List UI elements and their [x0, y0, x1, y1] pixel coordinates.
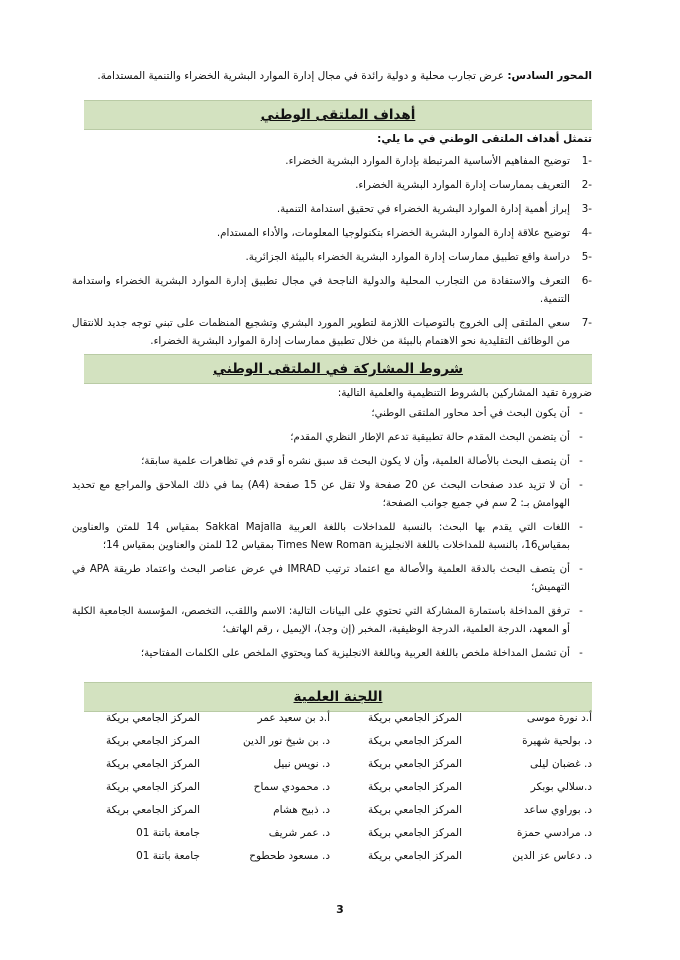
member-institution: المركز الجامعي بريكة: [105, 758, 200, 770]
committee-heading: [84, 682, 592, 712]
member-institution: المركز الجامعي بريكة: [367, 804, 462, 816]
member-name: د.سلالي بوبكر: [530, 781, 592, 793]
member-institution: جامعة باتنة 01: [136, 850, 200, 862]
member-institution: المركز الجامعي بريكة: [105, 804, 200, 816]
goals-intro: تتمثل أهداف الملتقى الوطني في ما يلي:: [377, 133, 592, 145]
member-name: د. مسعود طحطوح: [249, 850, 330, 862]
axis-six-text: عرض تجارب محلية و دولية رائدة في مجال إدارة الموارد البشرية الخضراء والتنمية المستدامة.: [97, 70, 508, 82]
committee-row: [84, 758, 592, 781]
member-institution: المركز الجامعي بريكة: [367, 781, 462, 793]
member-name: د. نويس نبيل: [273, 758, 330, 770]
member-institution: المركز الجامعي بريكة: [367, 735, 462, 747]
member-name: د. دعاس عز الدين: [512, 850, 592, 862]
member-institution: جامعة باتنة 01: [136, 827, 200, 839]
member-institution: المركز الجامعي بريكة: [105, 781, 200, 793]
conditions-list: [72, 405, 592, 669]
committee-row: [84, 827, 592, 850]
committee-heading-text: اللجنة العلمية: [293, 689, 383, 705]
axis-six-paragraph: [72, 68, 592, 84]
goal-item: -4 توضيح علاقة إدارة الموارد البشرية الخضراء بتكنولوجيا المعلومات، والأداء المستدام.: [216, 227, 592, 239]
member-institution: المركز الجامعي بريكة: [367, 712, 462, 724]
member-name: د. مرادسي حمزة: [516, 827, 592, 839]
member-name: د. بوراوي ساعد: [523, 804, 592, 816]
goal-item: -1 توضيح المفاهيم الأساسية المرتبطة بإدارة الموارد البشرية الخضراء.: [285, 155, 592, 167]
goal-item: -7 سعي الملتقى إلى الخروج بالتوصيات اللازمة لتطوير المورد البشري وتشجيع المنظمات على تبني توجه جديد للانتقال من الوظائف التقليدية نحو الاهتمام بالبيئة من خلال تطبيق ممارسات إدارة الموارد البشرية الخضراء.: [72, 317, 592, 347]
member-name: د. عمر شريف: [268, 827, 330, 839]
condition-item: - ترفق المداخلة باستمارة المشاركة التي تحتوي على البيانات التالية: الاسم واللقب، التخصص، المؤسسة الجامعية الكلية أو المعهد، الدرجة العلمية، الدرجة الوظيفية، المخبر (إن وجد)، الإيميل ، رقم الهاتف؛: [72, 606, 583, 635]
goal-item: -6 التعرف والاستفادة من التجارب المحلية والدولية الناجحة في مجال تطبيق إدارة الموارد البشرية الخضراء واستدامة التنمية.: [72, 275, 592, 305]
goals-heading: [84, 100, 592, 130]
committee-row: [84, 781, 592, 804]
member-name: د. محمودي سماح: [253, 781, 330, 793]
goals-list: [72, 152, 592, 356]
condition-item: - أن يتضمن البحث المقدم حالة تطبيقية تدعم الإطار النظري المقدم؛: [290, 432, 583, 443]
page-number: 3: [336, 903, 344, 916]
committee-row: [84, 850, 592, 873]
conditions-heading-text: شروط المشاركة في الملتقى الوطني: [213, 361, 463, 377]
axis-six-label: المحور السادس:: [507, 70, 592, 82]
member-name: د. بن شيخ نور الدين: [243, 735, 330, 747]
member-institution: المركز الجامعي بريكة: [105, 735, 200, 747]
member-name: د. بولحية شهيرة: [522, 735, 592, 747]
goal-item: -3 إبراز أهمية إدارة الموارد البشرية الخضراء في تحقيق استدامة التنمية.: [276, 203, 592, 215]
condition-item: - أن لا تزيد عدد صفحات البحث عن 20 صفحة ولا تقل عن 15 صفحة (A4) بما في ذلك الملاحق والمراجع مع تحديد الهوامش بـ: 2 سم في جميع جوانب الصفحة؛: [72, 480, 583, 509]
member-name: أ.د نورة موسى: [526, 712, 592, 724]
condition-item: - أن يتصف البحث بالأصالة العلمية، وأن لا يكون البحث قد سبق نشره أو قدم في تظاهرات علمية سابقة؛: [141, 456, 583, 467]
member-name: د. ذبيح هشام: [273, 804, 330, 816]
goal-item: -2 التعريف بممارسات إدارة الموارد البشرية الخضراء.: [355, 179, 592, 191]
goal-item: -5 دراسة واقع تطبيق ممارسات إدارة الموارد البشرية الخضراء بالبيئة الجزائرية.: [245, 251, 592, 263]
committee-row: [84, 804, 592, 827]
member-institution: المركز الجامعي بريكة: [367, 827, 462, 839]
committee-table: [84, 712, 592, 873]
member-institution: المركز الجامعي بريكة: [105, 712, 200, 724]
member-name: د. غضبان ليلى: [530, 758, 592, 770]
conditions-heading: [84, 354, 592, 384]
committee-row: [84, 712, 592, 735]
condition-item: - أن تشمل المداخلة ملخص باللغة العربية وباللغة الانجليزية كما ويحتوي الملخص على الكلمات المفتاحية؛: [140, 648, 583, 659]
committee-row: [84, 735, 592, 758]
condition-item: - أن يتصف البحث بالدقة العلمية والأصالة مع اعتماد ترتيب IMRAD في عرض عناصر البحث واعتماد طريقة APA في التهميش؛: [72, 564, 583, 593]
condition-item: - اللغات التي يقدم بها البحث: بالنسبة للمداخلات باللغة العربية Sakkal Majalla بمقياس 14 للمتن والعناوين بمقياس16، بالنسبة للمداخلات باللغة الانجليزية Times New Roman بمقياس 12 للمتن والعناوين بمقياس 14؛: [72, 522, 583, 551]
member-name: أ.د بن سعيد عمر: [257, 712, 330, 724]
member-institution: المركز الجامعي بريكة: [367, 850, 462, 862]
member-institution: المركز الجامعي بريكة: [367, 758, 462, 770]
condition-item: - أن يكون البحث في أحد محاور الملتقى الوطني؛: [371, 408, 583, 419]
conditions-intro: ضرورة تقيد المشاركين بالشروط التنظيمية والعلمية التالية:: [337, 387, 592, 399]
goals-heading-text: أهداف الملتقى الوطني: [260, 107, 416, 123]
